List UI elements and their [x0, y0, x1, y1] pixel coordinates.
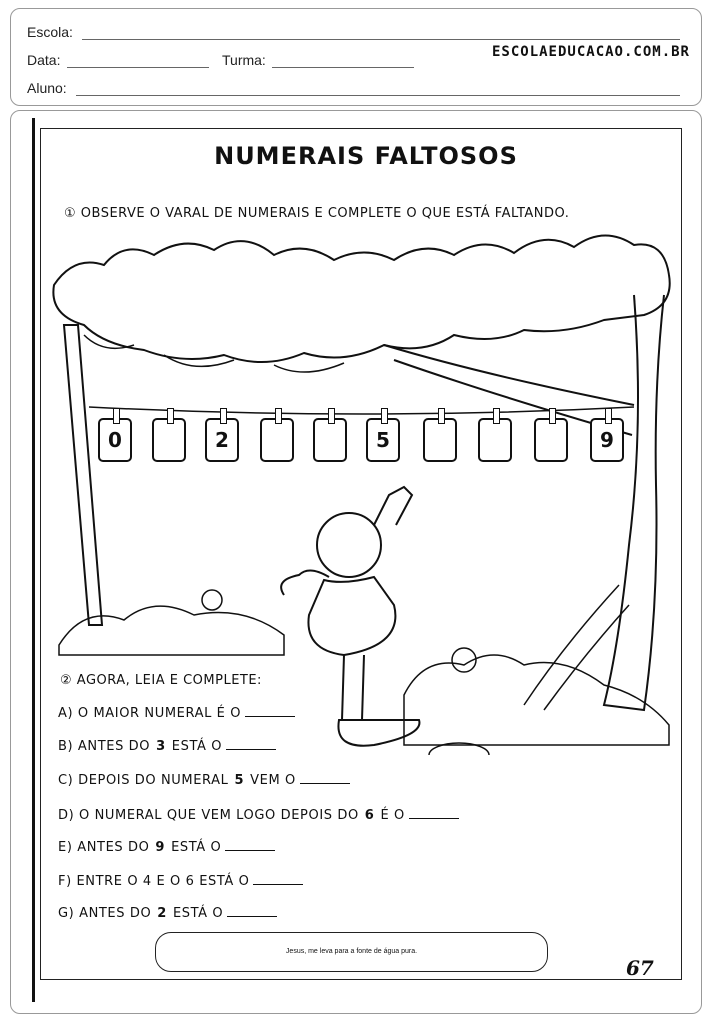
number-card-3[interactable]: [260, 418, 294, 462]
number-card-2: [205, 418, 239, 462]
card-number: 5: [376, 428, 390, 452]
instruction-1: ① OBSERVE O VARAL DE NUMERAIS E COMPLETE O QUE ESTÁ FALTANDO.: [64, 206, 570, 221]
question-row: [58, 874, 303, 889]
answer-blank[interactable]: [227, 906, 277, 917]
answer-blank[interactable]: [253, 874, 303, 885]
question-row: [58, 739, 276, 754]
clothespin-icon: [275, 408, 282, 424]
number-card-8[interactable]: [534, 418, 568, 462]
number-card-9: [590, 418, 624, 462]
footer-note-box: [155, 932, 548, 972]
answer-blank[interactable]: [300, 773, 350, 784]
question-row: [58, 840, 275, 855]
aluno-label: Aluno:: [27, 80, 67, 96]
number-card-5: [366, 418, 400, 462]
question-text: D) O NUMERAL QUE VEM LOGO DEPOIS DO: [58, 808, 359, 823]
clothespin-icon: [220, 408, 227, 424]
answer-blank[interactable]: [225, 840, 275, 851]
card-number: 0: [108, 428, 122, 452]
clothespin-icon: [381, 408, 388, 424]
footer-note: Jesus, me leva para a fonte de água pura.: [285, 948, 418, 955]
question-suffix: É O: [380, 808, 405, 823]
aluno-field[interactable]: [76, 95, 680, 96]
question-number: 5: [234, 773, 245, 788]
instruction-2: ② AGORA, LEIA E COMPLETE:: [60, 673, 262, 688]
clothespin-icon: [549, 408, 556, 424]
clothespin-icon: [438, 408, 445, 424]
question-suffix: ESTÁ O: [172, 906, 224, 921]
site-url: ESCOLAEDUCACAO.COM.BR: [491, 44, 690, 60]
card-number: 2: [215, 428, 229, 452]
question-row: [58, 773, 350, 788]
question-suffix: ESTÁ O: [171, 739, 223, 754]
clothespin-icon: [605, 408, 612, 424]
clothespin-icon: [167, 408, 174, 424]
question-text: A) O MAIOR NUMERAL É O: [58, 706, 242, 721]
question-text: C) DEPOIS DO NUMERAL: [58, 773, 229, 788]
question-row: [58, 808, 459, 823]
escola-label: Escola:: [27, 24, 73, 40]
turma-label: Turma:: [222, 52, 266, 68]
question-row: [58, 906, 277, 921]
binding-line: [32, 118, 35, 1002]
question-number: 2: [157, 906, 167, 921]
question-number: 9: [155, 840, 166, 855]
question-text: F) ENTRE O 4 E O 6 ESTÁ O: [58, 874, 250, 889]
answer-blank[interactable]: [226, 739, 276, 750]
question-row: [58, 706, 295, 721]
data-field[interactable]: [67, 67, 209, 68]
question-text: B) ANTES DO: [58, 739, 151, 754]
answer-blank[interactable]: [409, 808, 459, 819]
clothespin-icon: [113, 408, 120, 424]
question-suffix: ESTÁ O: [171, 840, 222, 855]
question-number: 3: [156, 739, 166, 754]
card-number: 9: [600, 428, 614, 452]
question-number: 6: [364, 808, 375, 823]
question-suffix: VEM O: [250, 773, 296, 788]
turma-field[interactable]: [272, 67, 414, 68]
question-text: E) ANTES DO: [58, 840, 150, 855]
number-card-4[interactable]: [313, 418, 347, 462]
clothespin-icon: [493, 408, 500, 424]
page-title: NUMERAIS FALTOSOS: [214, 142, 518, 170]
number-card-1[interactable]: [152, 418, 186, 462]
number-card-6[interactable]: [423, 418, 457, 462]
answer-blank[interactable]: [245, 706, 295, 717]
data-label: Data:: [27, 52, 61, 68]
number-card-7[interactable]: [478, 418, 512, 462]
number-card-0: [98, 418, 132, 462]
clothespin-icon: [328, 408, 335, 424]
question-text: G) ANTES DO: [58, 906, 152, 921]
escola-field[interactable]: [82, 39, 680, 40]
page-number: 67: [626, 956, 654, 980]
